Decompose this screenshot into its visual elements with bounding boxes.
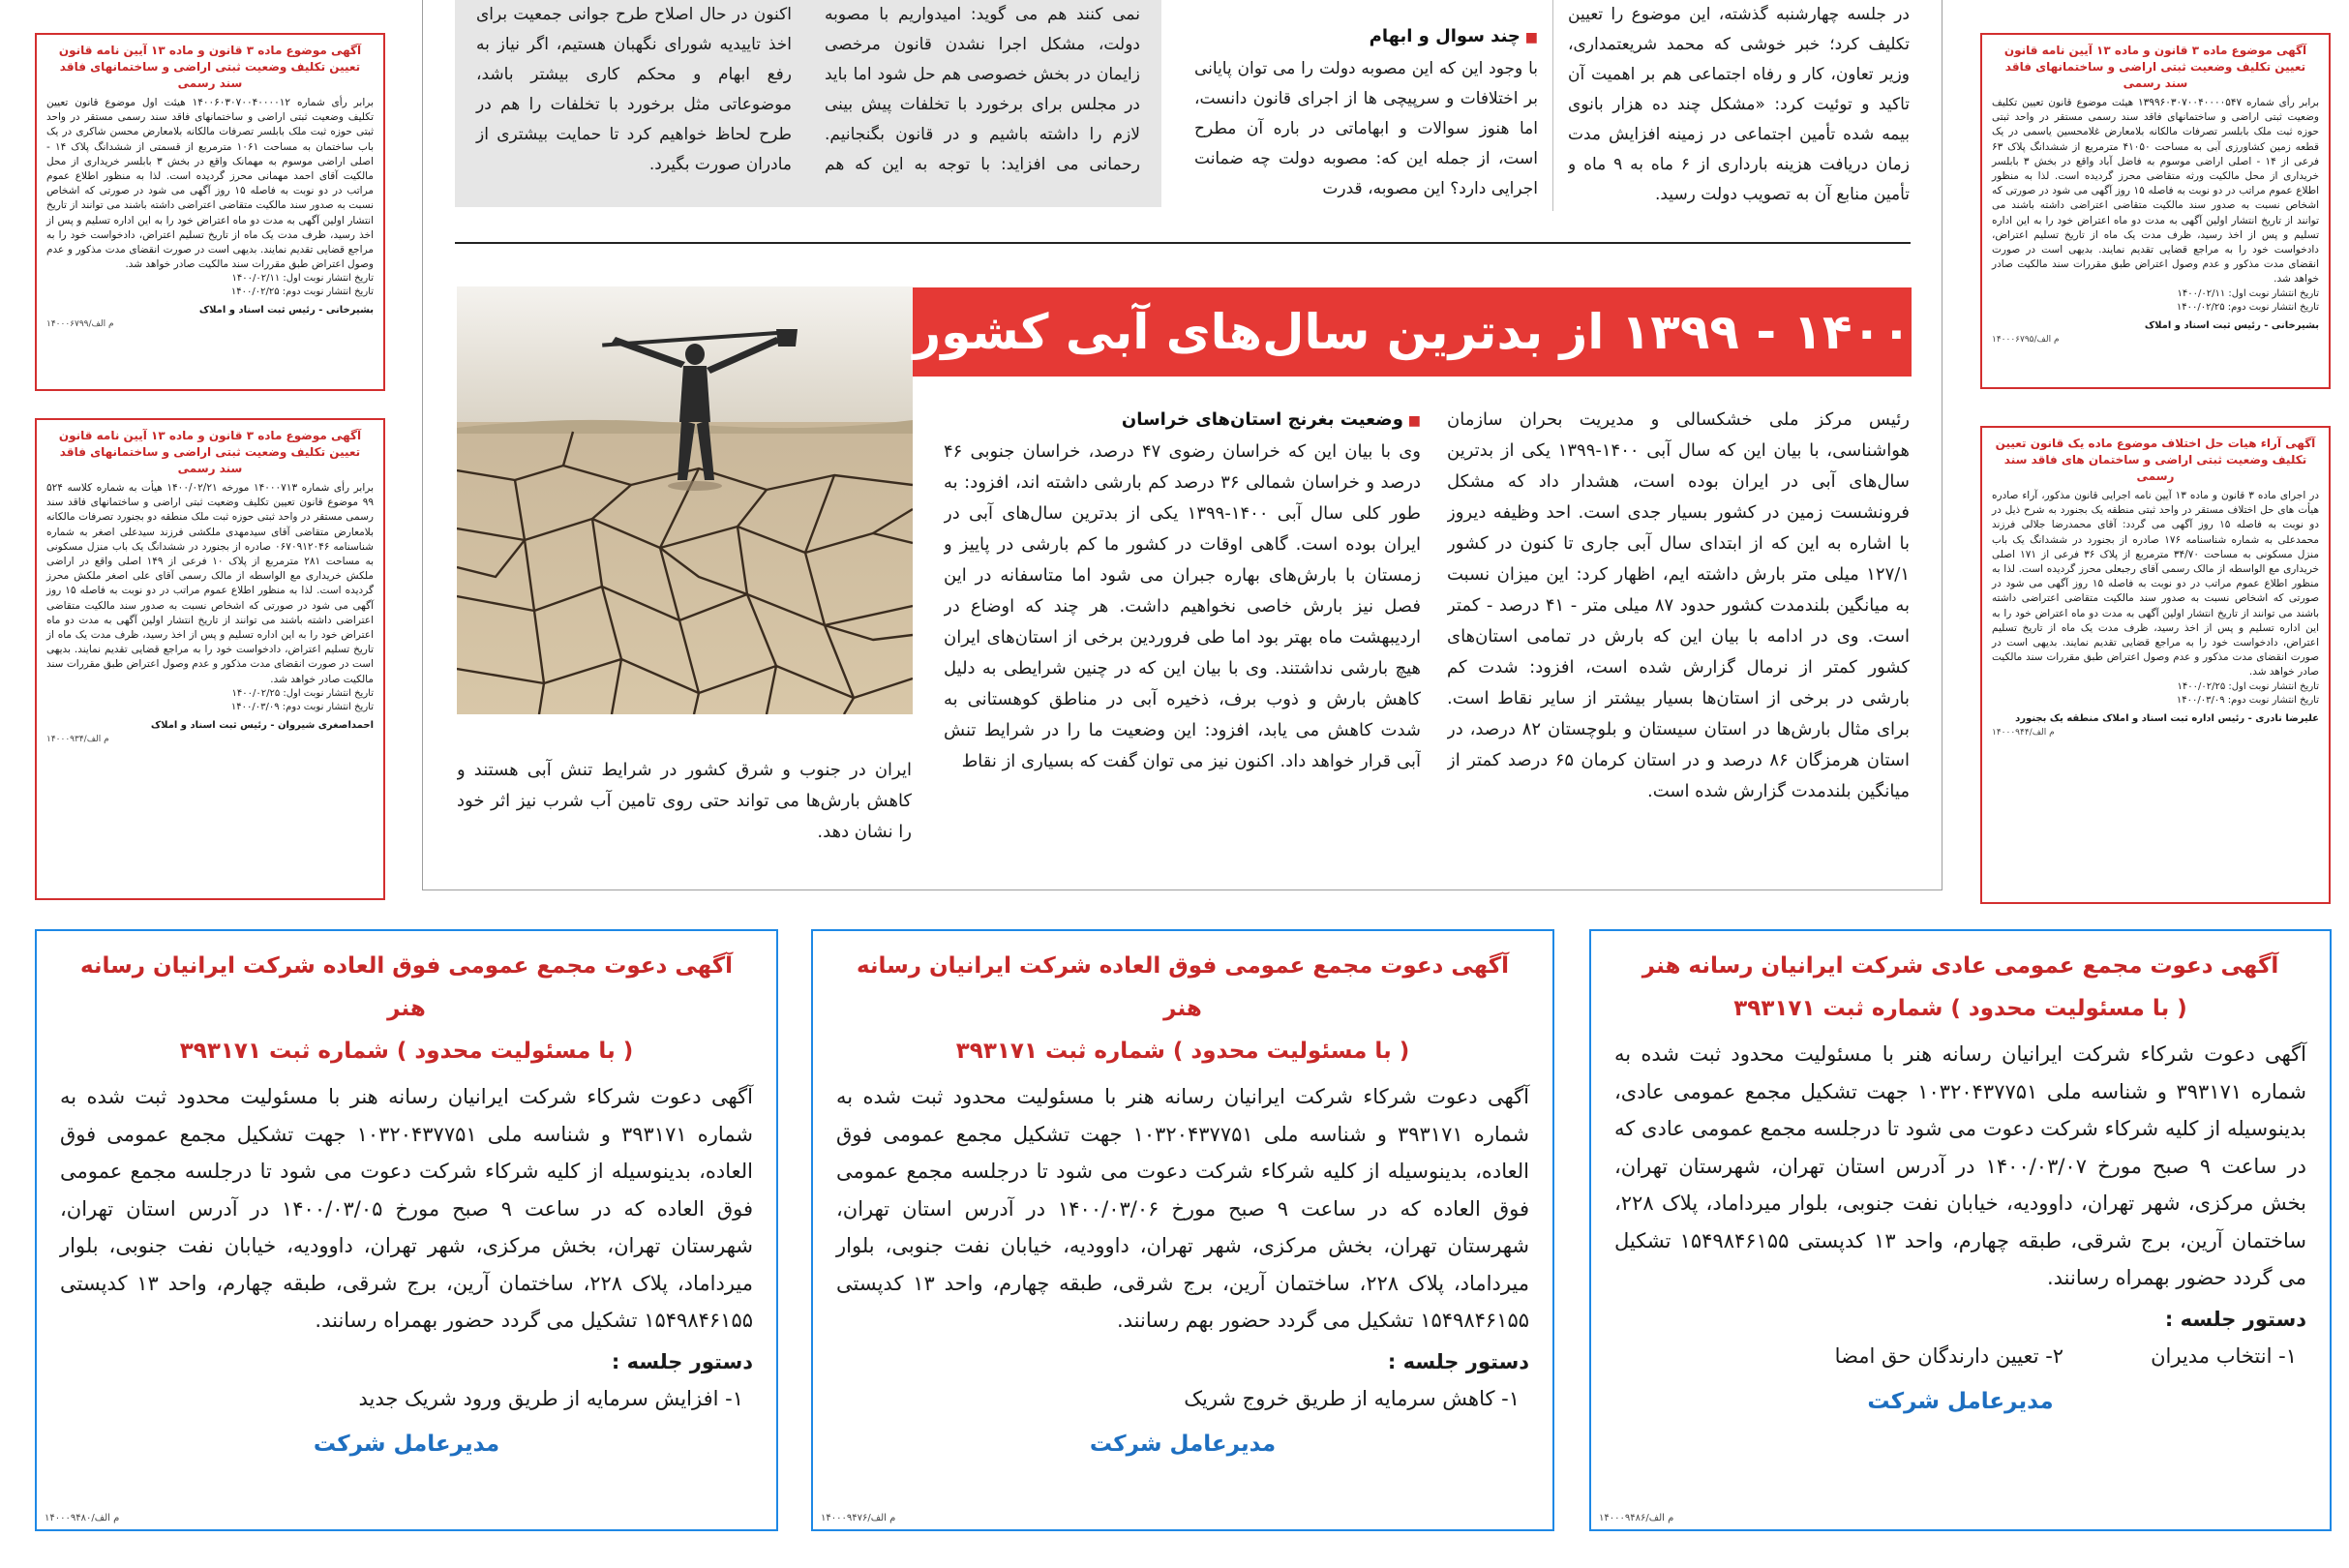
top-grey-column [455,0,1161,207]
ad-agenda-label: دستور جلسه : [2164,1307,2306,1331]
ad-subtitle: ( با مسئولیت محدود ) شماره ثبت ۳۹۳۱۷۱ [179,1039,634,1064]
article-frame-left [422,0,423,890]
notice-title: آگهی موضوع ماده ۳ قانون و ماده ۱۳ آیین نامه قانون تعیین تکلیف وضعیت ثبتی اراضی و ساختمانهای فاقد سند رسمی [58,44,362,90]
notice-dates: تاریخ انتشار نوبت اول: ۱۴۰۰/۰۲/۲۵ تاریخ انتشار نوبت دوم: ۱۴۰۰/۰۳/۰۹ [230,687,374,712]
notice-body: برابر رأی شماره ۱۴۰۰۰۷۱۳ مورخه ۱۴۰۰/۰۲/۲۱ هیأت به شماره کلاسه ۵۲۴ ۹۹ موضوع قانون تعیین تکلیف وضعیت ثبتی اراضی و ساختمانهای فاقد سند رسمی مستقر در واحد ثبتی حوزه ثبت ملک منطقه دو بجنورد تصرفات مالکانه بلامعارض متقاضی آقای سیدمهدی ملکشی فرزند سیدعلی اصغر به شماره شناسنامه ۰۶۷۰۹۱۲۰۴۶ صادره از بجنورد در ششدانگ یک باب منزل مسکونی به مساحت ۲۸۱ مترمربع از پلاک ۱۰ فرعی از ۱۴۹ اصلی واقع در اراضی ملکش خریداری مع الواسطه از مالک رسمی آقای علی اصغر ملکش محرز گردیده است. لذا به منظور اطلاع عموم مراتب در دو نوبت به فاصله ۱۵ روز آگهی می شود در صورتی که اشخاص نسبت به صدور سند مالکیت متقاضی اعتراضی داشته باشند می توانند از تاریخ انتشار اولین آگهی به مدت دو ماه اعتراض خود را به این اداره تسلیم و پس از اخذ رسید، ظرف مدت یک ماه از تاریخ تسلیم اعتراض، دادخواست خود را به مراجع قضایی تقدیم نمایند. بدیهی است در صورت انقضای مدت مذکور و عدم وصول اعتراض طبق مقررات سند مالکیت صادر خواهد شد. [46,482,374,685]
drought-photo [457,286,913,714]
notice-title: آگهی موضوع ماده ۳ قانون و ماده ۱۳ آیین نامه قانون تعیین تکلیف وضعیت ثبتی اراضی و ساختمانهای فاقد سند رسمی [2003,44,2307,90]
notice-signature: احمداصغری شیروان - رئیس ثبت اسناد و املاک [150,719,374,731]
ad-agenda-items [836,1380,1529,1417]
notice-right-top [1980,33,2331,389]
ad-body: آگهی دعوت شرکاء شرکت ایرانیان رسانه هنر با مسئولیت محدود ثبت شده به شماره ۳۹۳۱۷۱ و شناسه ملی ۱۰۳۲۰۴۳۷۷۵۱ جهت تشکیل مجمع عمومی فوق العاده، بدینوسیله از کلیه شرکاء شرکت دعوت می شود تا درجلسه مجمع عمومی فوق العاده که در ساعت ۹ صبح مورخ ۱۴۰۰/۰۳/۰۵ در آدرس استان تهران، شهرستان تهران، بخش مرکزی، شهر تهران، داوودیه، خیابان نفت جنوبی، بلوار میرداماد، پلاک ۲۲۸، ساختمان آرین، برج شرقی، طبقه چهارم، واحد ۱۳ کدپستی ۱۵۴۹۸۴۶۱۵۵ تشکیل می گردد حضور بهمراه رسانند. [60,1085,754,1332]
top-mid-column [1194,21,1538,211]
ad-signature: مدیرعامل شرکت [313,1431,500,1457]
subhead-questions: ■ چند سوال و ابهام [1370,26,1538,46]
article-column-mid [944,405,1421,859]
ad-ordinary-assembly [1589,929,2332,1531]
article-column-right [1447,405,1910,859]
notice-left-bottom [35,418,385,900]
notice-code: م الف/۱۴۰۰۰۹۳۴ [46,734,109,744]
notice-left-top [35,33,385,391]
notice-dates: تاریخ انتشار نوبت اول: ۱۴۰۰/۰۲/۱۱ تاریخ انتشار نوبت دوم: ۱۴۰۰/۰۲/۲۵ [230,273,374,298]
ad-agenda-label: دستور جلسه : [611,1349,753,1373]
ad-body: آگهی دعوت شرکاء شرکت ایرانیان رسانه هنر با مسئولیت محدود ثبت شده به شماره ۳۹۳۱۷۱ و شناسه ملی ۱۰۳۲۰۴۳۷۷۵۱ جهت تشکیل مجمع عمومی فوق العاده، بدینوسیله از کلیه شرکاء شرکت دعوت می شود تا درجلسه مجمع عمومی فوق العاده که در ساعت ۹ صبح مورخ ۱۴۰۰/۰۳/۰۶ در آدرس استان تهران، شهرستان تهران، بخش مرکزی، شهر تهران، داوودیه، خیابان نفت جنوبی، بلوار میرداماد، پلاک ۲۲۸، ساختمان آرین، برج شرقی، طبقه چهارم، واحد ۱۳ کدپستی ۱۵۴۹۸۴۶۱۵۵ تشکیل می گردد حضور بهم رسانند. [836,1085,1530,1332]
notice-body: برابر رأی شماره ۱۴۰۰۶۰۳۰۷۰۰۴۰۰۰۰۱۲ هیئت اول موضوع قانون تعیین تکلیف وضعیت ثبتی اراضی و ساختمانهای فاقد سند رسمی مستقر در واحد ثبتی حوزه ثبت ملک بابلسر تصرفات مالکانه بلامعارض محسن شاکری در یک باب ساختمان به مساحت ۱۰۶۱ مترمربع از قسمتی از ششدانگ پلاک ۱۴ - اصلی اراضی موسوم به مهمانک واقع در بخش ۳ بابلسر خریداری از محل مالکیت آقای احمد مهمانی محرز گردیده است. لذا به منظور اطلاع عموم مراتب در دو نوبت به فاصله ۱۵ روز آگهی می شود در صورتی که اشخاص نسبت به صدور سند مالکیت متقاضی اعتراضی داشته باشند می توانند از تاریخ انتشار اولین آگهی به مدت دو ماه اعتراض خود را به این اداره تسلیم و پس از اخذ رسید، ظرف مدت یک ماه از تاریخ تسلیم اعتراض، دادخواست خود را به مراجع قضایی تقدیم نمایند. بدیهی است در صورت انقضای مدت مذکور و عدم وصول اعتراض طبق مقررات سند مالکیت صادر خواهد شد. [46,97,375,271]
notice-title: آگهی موضوع ماده ۳ قانون و ماده ۱۳ آیین نامه قانون تعیین تکلیف وضعیت ثبتی اراضی و ساختمانهای فاقد سند رسمی [58,429,362,475]
mid-column-text: با وجود این که این مصوبه دولت را می توان پایانی بر اختلافات و سرپیچی ها از اجرای قانون دانست، اما هنوز سوالات و ابهاماتی در باره آن مطرح است، از جمله این که: مصوبه دولت چه ضمانت اجرایی دارد؟ این مصوبه، قدرت [1194,58,1538,198]
ad-subtitle: ( با مسئولیت محدود ) شماره ثبت ۳۹۳۱۷۱ [955,1039,1410,1064]
grey-column-text: نمی کنند هم می گوید: امیدواریم با مصوبه دولت، مشکل اجرا نشدن قانون مرخصی زایمان در بخش خصوصی هم حل شود اما باید در مجلس برای برخورد با تخلفات پیش بینی لازم را داشته باشیم و در قانون بگنجانیم. رحمانی می افزاید: با توجه به این که هم اکنون در حال اصلاح طرح جوانی جمعیت برای اخذ تاییدیه شورای نگهبان هستیم، اگر نیاز به رفع ابهام و محکم کاری بیشتر باشد، موضوعاتی مثل برخورد با تخلفات را هم در طرح لحاظ خواهیم کرد تا حمایت بیشتری از مادران صورت بگیرد. [476,5,1140,174]
ad-code: م الف/۱۴۰۰۰۹۴۷۶ [821,1513,896,1523]
ad-agenda-items [60,1380,753,1417]
column-divider [1552,0,1553,211]
section-rule [455,242,1911,244]
ad-agenda-items [1614,1338,2306,1374]
ad-title: آگهی دعوت مجمع عمومی فوق العاده شرکت ایرانیان رسانه هنر [79,953,734,1021]
ad-signature: مدیرعامل شرکت [1867,1388,2054,1414]
notice-body: برابر رأی شماره ۱۳۹۹۶۰۳۰۷۰۰۴۰۰۰۰۵۴۷ هیئت موضوع قانون تعیین تکلیف وضعیت ثبتی اراضی و ساختمانهای فاقد سند رسمی مستقر در واحد ثبتی حوزه ثبت ملک بابلسر تصرفات مالکانه بلامعارض غلامحسین یاسمی در یک قطعه زمین کشاورزی آبی به مساحت ۴۱۰۵۰ مترمربع از ششدانگ پلاک ۶۳ فرعی از ۱۴ - اصلی اراضی موسوم به فاضل آباد واقع در بخش ۳ بابلسر خریداری از محل مالکیت ورثه متقاضی محرز گردیده است. لذا به منظور اطلاع عموم مراتب در دو نوبت به فاصله ۱۵ روز آگهی می شود در صورتی که اشخاص نسبت به صدور سند مالکیت متقاضی اعتراضی داشته باشند می توانند از تاریخ انتشار اولین آگهی به مدت دو ماه اعتراض خود را به این اداره تسلیم و پس از اخذ رسید، ظرف مدت یک ماه از تاریخ تسلیم اعتراض، دادخواست خود را به مراجع قضایی تقدیم نمایند. بدیهی است در صورت انقضای مدت مذکور و عدم وصول اعتراض طبق مقررات سند مالکیت صادر خواهد شد. [1992,97,2319,286]
agenda-item: ۲- تعیین دارندگان حق امضا [1834,1343,2064,1368]
ad-agenda-label: دستور جلسه : [1387,1349,1529,1373]
notice-dates: تاریخ انتشار نوبت اول: ۱۴۰۰/۰۲/۱۱ تاریخ انتشار نوبت دوم: ۱۴۰۰/۰۲/۲۵ [2176,287,2319,313]
notice-code: م الف/۱۴۰۰۰۶۷۹۹ [46,319,114,330]
article-right-text: رئیس مرکز ملی خشکسالی و مدیریت بحران سازمان هواشناسی، با بیان این که سال آبی ۱۴۰۰-۱۳۹۹ یکی از بدترین سال‌های آبی در ایران بوده است، هشدار داد که مشکل فرونشست زمین در کشور بسیار جدی است. احد وظیفه دیروز با اشاره به این که از ابتدای سال آبی جاری تا کنون در کشور ۱۲۷/۱ میلی متر بارش داشته ایم، اظهار کرد: این میزان نسبت به میانگین بلندمدت کشور حدود ۸۷ میلی متر - ۴۱ درصد - کمتر است. وی در ادامه با بیان این که بارش در تمامی استان‌های کشور کمتر از نرمال گزارش شده است، افزود: شدت کم بارشی در برخی از استان‌ها بسیار بیشتر از سایر نقاط است. برای مثال بارش‌ها در استان سیستان و بلوچستان ۸۲ درصد، در استان هرمزگان ۸۶ درصد و در استان کرمان ۶۵ درصد کمتر از میانگین بلندمدت گزارش شده است. [1447,409,1910,801]
notice-body: در اجرای ماده ۳ قانون و ماده ۱۳ آیین نامه اجرایی قانون مذکور، آراء صادره هیأت های حل اختلاف مستقر در واحد ثبتی منطقه یک بجنورد به شرح ذیل در دو نوبت به فاصله ۱۵ روز آگهی می گردد: آقای محمدرضا جلالی فرزند محمدعلی به شماره شناسنامه ۱۷۶ صادره از بجنورد در ششدانگ یک باب منزل مسکونی به مساحت ۳۴/۷۰ مترمربع از پلاک ۳۶ فرعی از ۱۷۱ اصلی خریداری مع الواسطه از مالک رسمی آقای رجبعلی محرز گردیده است. لذا به منظور اطلاع عموم مراتب در دو نوبت به فاصله ۱۵ روز آگهی می شود در صورتی که اشخاص نسبت به صدور سند مالکیت متقاضی اعتراضی داشته باشند می توانند از تاریخ انتشار اولین آگهی به مدت دو ماه اعتراض خود را به این اداره تسلیم و پس از اخذ رسید، ظرف مدت یک ماه از تاریخ تسلیم اعتراض، دادخواست خود را به مراجع قضایی تقدیم نمایند. بدیهی است در صورت انقضای مدت مذکور و عدم وصول اعتراض طبق مقررات سند مالکیت صادر خواهد شد. [1992,490,2319,678]
ad-signature: مدیرعامل شرکت [1089,1431,1277,1457]
ad-code: م الف/۱۴۰۰۰۹۴۸۰ [45,1513,120,1523]
notice-title: آگهی آراء هیات حل اختلاف موضوع ماده یک قانون تعیین تکلیف وضعیت ثبتی اراضی و ساختمان های فاقد سند رسمی [1995,437,2316,483]
article-column-left [457,755,912,861]
ad-title: آگهی دعوت مجمع عمومی عادی شرکت ایرانیان رسانه هنر [1641,953,2279,979]
ad-title: آگهی دعوت مجمع عمومی فوق العاده شرکت ایرانیان رسانه هنر [856,953,1510,1021]
notice-code: م الف/۱۴۰۰۰۶۷۹۵ [1992,334,2060,345]
right-column-text: در جلسه چهارشنبه گذشته، این موضوع را تعیین تکلیف کرد؛ خبر خوشی که محمد شریعتمداری، وزیر تعاون، کار و رفاه اجتماعی هم بر اهمیت آن تاکید و توئیت کرد: «مشکل چند ده هزار بانوی بیمه شده تأمین اجتماعی در زمینه افزایش مدت زمان دریافت هزینه بارداری از ۶ ماه به ۹ ماه و تأمین منابع آن به تصویب دولت رسید. [1568,5,1910,204]
notice-dates: تاریخ انتشار نوبت اول: ۱۴۰۰/۰۲/۲۵ تاریخ انتشار نوبت دوم: ۱۴۰۰/۰۳/۰۹ [2176,680,2319,706]
ad-extraordinary-assembly-increase [35,929,778,1531]
notice-code: م الف/۱۴۰۰۰۹۴۴ [1992,727,2055,738]
notice-right-bottom [1980,426,2331,904]
ad-body: آگهی دعوت شرکاء شرکت ایرانیان رسانه هنر با مسئولیت محدود ثبت شده به شماره ۳۹۳۱۷۱ و شناسه ملی ۱۰۳۲۰۴۳۷۷۵۱ جهت تشکیل مجمع عمومی عادی، بدینوسیله از کلیه شرکاء شرکت دعوت می شود تا درجلسه مجمع عمومی عادی که در ساعت ۹ صبح مورخ ۱۴۰۰/۰۳/۰۷ در آدرس استان تهران، شهرستان تهران، بخش مرکزی، شهر تهران، داوودیه، خیابان نفت جنوبی، بلوار میرداماد، پلاک ۲۲۸، ساختمان آرین، برج شرقی، طبقه چهارم، واحد ۱۳ کدپستی ۱۵۴۹۸۴۶۱۵۵ تشکیل می گردد حضور بهمراه رسانند. [1614,1042,2307,1289]
agenda-item: ۱- انتخاب مدیران [2151,1343,2297,1368]
ad-code: م الف/۱۴۰۰۰۹۴۸۶ [1599,1513,1674,1523]
notice-signature: بشیرخانی - رئیس ثبت اسناد و املاک [198,305,374,317]
agenda-item: ۱- افزایش سرمایه از طریق ورود شریک جدید [358,1386,743,1410]
agenda-item: ۱- کاهش سرمایه از طریق خروج شریک [1184,1386,1520,1410]
top-right-column [1568,0,1910,211]
cracked-earth-illustration [457,286,913,714]
article-left-text: ایران در جنوب و شرق کشور در شرایط تنش آبی هستند و کاهش بارش‌ها می تواند حتی روی تامین آب شرب نیز اثر خود را نشان دهد. [457,760,912,842]
subhead-khorasan: ■ وضعیت بغرنج استان‌های خراسان [944,405,1421,437]
notice-signature: علیرضا نادری - رئیس اداره ثبت اسناد و املاک منطقه یک بجنورد [2015,712,2319,724]
headline-banner: ۱۴۰۰ - ۱۳۹۹ از بدترین سال‌های آبی کشور [913,287,1912,377]
ad-extraordinary-assembly-decrease [811,929,1554,1531]
ad-subtitle: ( با مسئولیت محدود ) شماره ثبت ۳۹۳۱۷۱ [1733,996,2187,1021]
notice-signature: بشیرخانی - رئیس ثبت اسناد و املاک [2144,319,2319,331]
article-mid-text: وی با بیان این که خراسان رضوی ۴۷ درصد، خراسان جنوبی ۴۶ درصد و خراسان شمالی ۳۶ درصد کم بارشی داشته اند، افزود: به طور کلی سال آبی ۱۴۰۰-۱۳۹۹ یکی از بدترین سال‌های آبی در ایران بوده است. گاهی اوقات در کشور ما کم بارشی در پاییز و زمستان با بارش‌های بهاره جبران می شود اما متاسفانه در این فصل نیز بارش خاصی نخواهیم داشت. هر چند که اوضاع در اردیبهشت ماه بهتر بود اما طی فروردین برخی از استان‌های ایران هیچ بارشی نداشتند. وی با بیان این که در چنین شرایطی به دلیل کاهش بارش و ذوب برف، ذخیره آبی در مناطق کوهستانی به شدت کاهش می یابد، افزود: این وضعیت ما را در شرایط تنش آبی قرار خواهد داد. اکنون نیز می توان گفت که بسیاری از نقاط [944,441,1421,771]
